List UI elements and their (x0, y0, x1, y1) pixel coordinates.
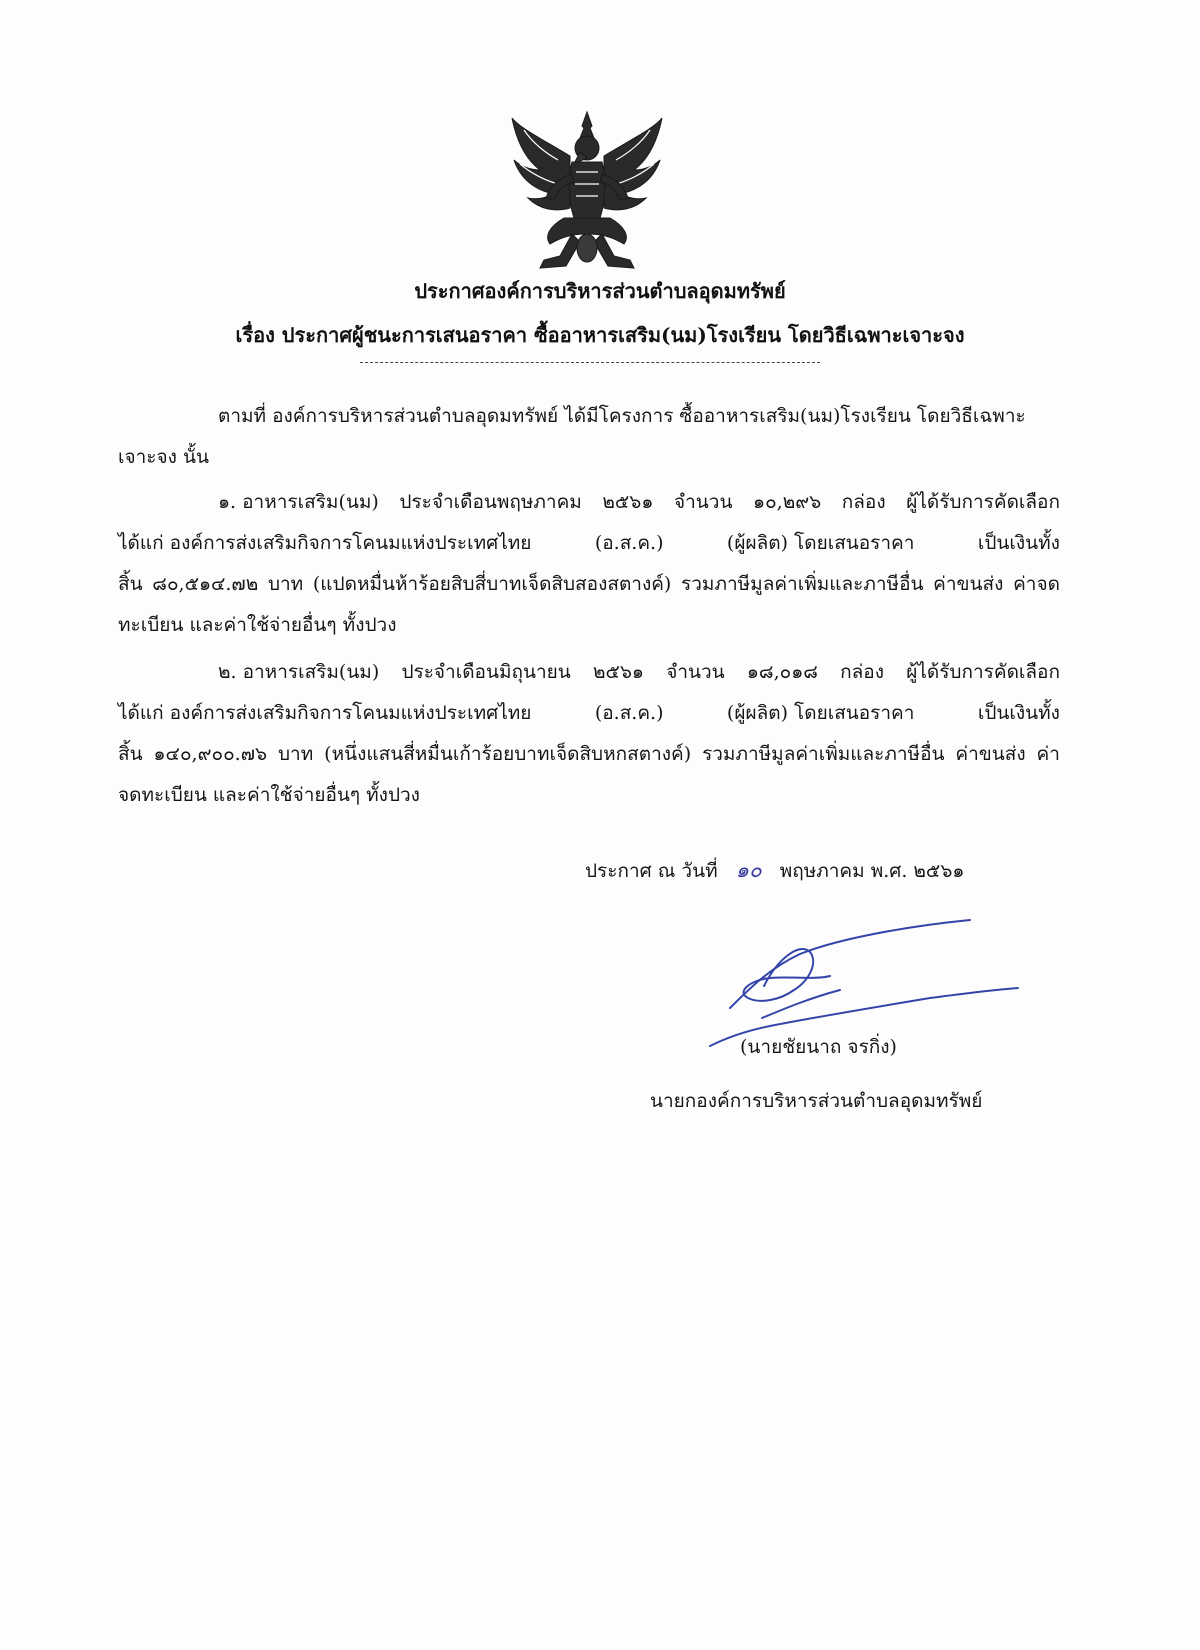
item-text: กล่อง (841, 491, 886, 513)
item-text: กล่อง (840, 661, 884, 683)
item-text: ค่าขนส่ง (933, 573, 1004, 595)
date-day: ๑๐ (735, 858, 762, 882)
item-amount-words: (หนึ่งแสนสี่หมื่นเก้าร้อยบาทเจ็ดสิบหกสตางค์) (324, 743, 692, 765)
announcement-date (585, 855, 964, 886)
date-month-year: พฤษภาคม พ.ศ. ๒๕๖๑ (779, 860, 965, 882)
item-text: จดทะเบียน และค่าใช้จ่ายอื่นๆ ทั้งปวง (118, 784, 420, 806)
intro-line-2: เจาะจง นั้น (118, 446, 209, 468)
item-text: ค่า (1036, 743, 1060, 765)
item-text: บาท (277, 743, 314, 765)
item-vendor: ได้แก่ องค์การส่งเสริมกิจการโคนมแห่งประเทศไทย (118, 702, 532, 724)
item-amount-words: (แปดหมื่นห้าร้อยสิบสี่บาทเจ็ดสิบสองสตางค์) (312, 573, 672, 595)
signer-title: นายกองค์การบริหารส่วนตำบลอุดมทรัพย์ (650, 1090, 983, 1112)
item-text: ๒. อาหารเสริม(นม) (218, 661, 380, 683)
item-quantity: ๑๐,๒๙๖ (753, 491, 822, 513)
item-text: ผู้ได้รับการคัดเลือก (906, 661, 1060, 683)
divider-line (360, 362, 820, 363)
item-amount: ๑๔๐,๙๐๐.๗๖ (153, 743, 268, 765)
item-text: (อ.ส.ค.) (594, 702, 664, 724)
item-text: ๒๕๖๑ (602, 491, 654, 513)
item-text: ประจำเดือนพฤษภาคม (399, 491, 582, 513)
signer-name: (นายชัยนาถ จรกิ่ง) (740, 1036, 897, 1058)
award-item-1 (118, 482, 1060, 646)
item-text: บาท (267, 573, 304, 595)
item-text: (อ.ส.ค.) (594, 532, 664, 554)
item-text: ๑. อาหารเสริม(นม) (218, 491, 379, 513)
announcement-title: ประกาศองค์การบริหารส่วนตำบลอุดมทรัพย์ (414, 279, 786, 303)
date-prefix: ประกาศ ณ วันที่ (585, 860, 718, 882)
announcement-subject: เรื่อง ประกาศผู้ชนะการเสนอราคา ซื้ออาหารเสริม(นม)โรงเรียน โดยวิธีเฉพาะเจาะจง (235, 323, 965, 347)
item-text: ทะเบียน และค่าใช้จ่ายอื่นๆ ทั้งปวง (118, 614, 397, 636)
item-quantity: ๑๘,๐๑๘ (746, 661, 818, 683)
item-vendor: ได้แก่ องค์การส่งเสริมกิจการโคนมแห่งประเทศไทย (118, 532, 532, 554)
item-text: (ผู้ผลิต) โดยเสนอราคา (726, 702, 915, 724)
item-text: ค่าจด (1013, 573, 1060, 595)
item-text: (ผู้ผลิต) โดยเสนอราคา (726, 532, 915, 554)
intro-paragraph (118, 396, 1060, 478)
item-text: เป็นเงินทั้ง (977, 702, 1060, 724)
item-text: จำนวน (666, 661, 725, 683)
item-amount: ๘๐,๕๑๔.๗๒ (152, 573, 259, 595)
item-text: สิ้น (118, 743, 143, 765)
award-item-2 (118, 652, 1060, 816)
item-text: รวมภาษีมูลค่าเพิ่มและภาษีอื่น (702, 743, 945, 765)
item-text: ผู้ได้รับการคัดเลือก (906, 491, 1060, 513)
intro-line-1: ตามที่ องค์การบริหารส่วนตำบลอุดมทรัพย์ ได้มีโครงการ ซื้ออาหารเสริม(นม)โรงเรียน โดยวิธีเฉพาะ (218, 405, 1026, 427)
garuda-emblem-icon (510, 108, 665, 278)
item-text: ประจำเดือนมิถุนายน (401, 661, 571, 683)
item-text: สิ้น (118, 573, 143, 595)
item-text: รวมภาษีมูลค่าเพิ่มและภาษีอื่น (681, 573, 924, 595)
item-text: ๒๕๖๑ (592, 661, 644, 683)
item-text: เป็นเงินทั้ง (977, 532, 1060, 554)
item-text: จำนวน (674, 491, 733, 513)
item-text: ค่าขนส่ง (955, 743, 1026, 765)
